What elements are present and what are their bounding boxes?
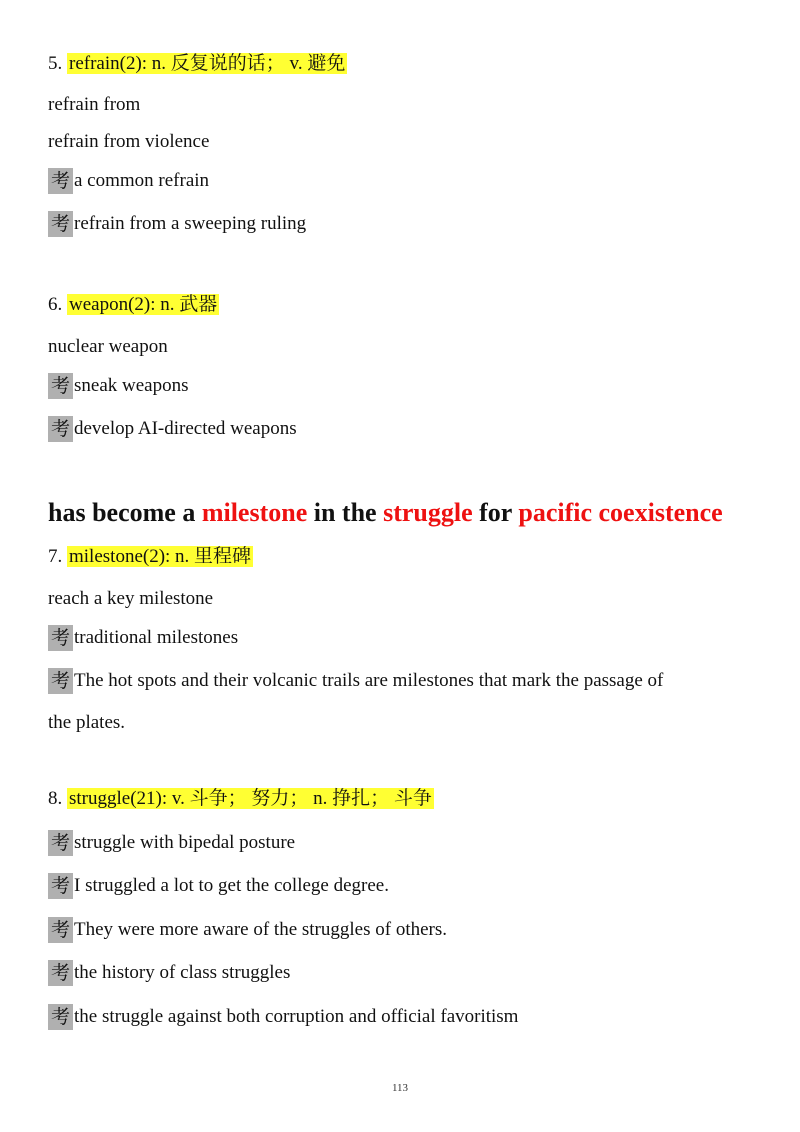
phrase-line: refrain from	[48, 94, 141, 115]
sentence-part: in the	[307, 498, 384, 527]
kao-mark-icon: 考	[48, 668, 73, 694]
kao-mark-icon: 考	[48, 1004, 73, 1030]
kao-mark-icon: 考	[48, 373, 73, 399]
headword-highlight: milestone(2): n. 里程碑	[69, 546, 252, 567]
kao-mark-icon: 考	[48, 960, 73, 986]
headword-highlight: struggle(21): v. 斗争； 努力； n. 挣扎； 斗争	[69, 788, 432, 809]
example-sentence	[48, 497, 723, 529]
phrase-line-continuation: the plates.	[48, 712, 126, 733]
entry-number: 8.	[48, 788, 63, 809]
exam-phrase-text: a common refrain	[74, 170, 210, 191]
exam-phrase-line	[48, 830, 295, 856]
entry-number: 6.	[48, 294, 63, 315]
phrase-line: nuclear weapon	[48, 336, 168, 357]
kao-mark-icon: 考	[48, 873, 73, 899]
exam-phrase-text: refrain from a sweeping ruling	[74, 213, 307, 234]
headword-highlight: weapon(2): n. 武器	[69, 294, 218, 315]
exam-phrase-line	[48, 873, 389, 899]
entry-number: 7.	[48, 546, 63, 567]
exam-phrase-text: the history of class struggles	[74, 962, 291, 983]
phrase-line: reach a key milestone	[48, 588, 214, 609]
kao-mark-icon: 考	[48, 416, 73, 442]
kao-mark-icon: 考	[48, 211, 73, 237]
exam-phrase-line	[48, 373, 189, 399]
exam-phrase-line	[48, 1004, 518, 1030]
exam-phrase-line	[48, 668, 663, 694]
exam-phrase-text: They were more aware of the struggles of others.	[74, 919, 447, 940]
exam-phrase-text: I struggled a lot to get the college degree.	[74, 875, 389, 896]
exam-phrase-line	[48, 625, 238, 651]
exam-phrase-text: the struggle against both corruption and official favoritism	[74, 1006, 519, 1027]
entry-number: 5.	[48, 53, 63, 74]
exam-phrase-line	[48, 917, 447, 943]
keyword-struggle: struggle	[383, 498, 473, 527]
kao-mark-icon: 考	[48, 917, 73, 943]
exam-phrase-line	[48, 416, 297, 442]
kao-mark-icon: 考	[48, 168, 73, 194]
phrase-line: refrain from violence	[48, 131, 210, 152]
sentence-part: for	[472, 498, 519, 527]
sentence-part: has become a	[48, 498, 202, 527]
entry-heading	[48, 545, 253, 569]
entry-heading	[48, 293, 219, 317]
kao-mark-icon: 考	[48, 625, 73, 651]
headword-highlight: refrain(2): n. 反复说的话； v. 避免	[69, 53, 346, 74]
entry-heading	[48, 52, 347, 76]
exam-phrase-text: The hot spots and their volcanic trails are milestones that mark the passage of	[74, 670, 664, 691]
keyword-pacific-coexistence: pacific coexistence	[518, 498, 723, 527]
exam-phrase-text: struggle with bipedal posture	[74, 832, 296, 853]
exam-phrase-text: traditional milestones	[74, 627, 239, 648]
page-number: 113	[391, 1082, 409, 1094]
keyword-milestone: milestone	[201, 498, 308, 527]
exam-phrase-line	[48, 211, 306, 237]
exam-phrase-line	[48, 960, 290, 986]
exam-phrase-text: develop AI-directed weapons	[74, 418, 297, 439]
exam-phrase-text: sneak weapons	[74, 375, 189, 396]
kao-mark-icon: 考	[48, 830, 73, 856]
exam-phrase-line	[48, 168, 209, 194]
entry-heading	[48, 787, 434, 811]
